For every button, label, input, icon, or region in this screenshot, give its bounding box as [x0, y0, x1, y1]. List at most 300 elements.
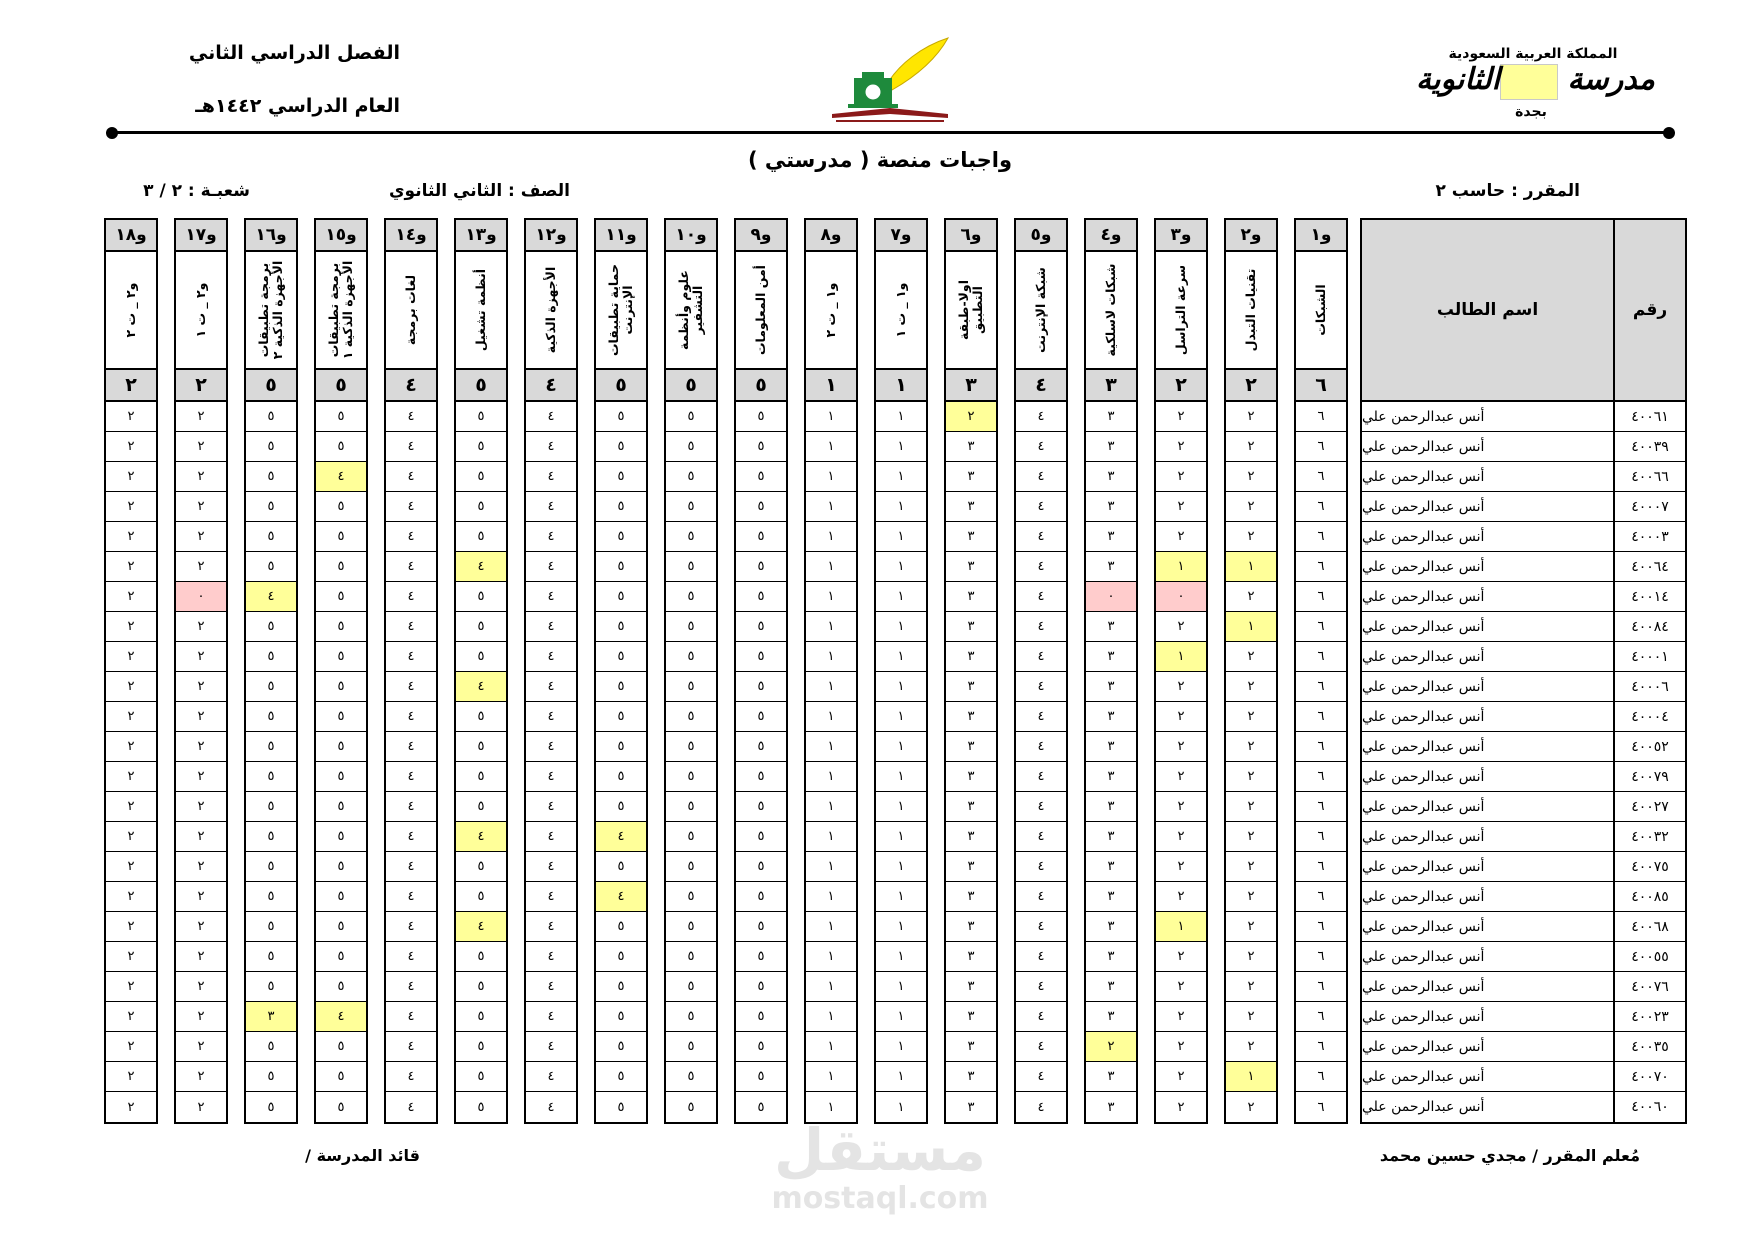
score-cell: ٦ — [1296, 762, 1346, 792]
table-row — [1362, 882, 1685, 912]
score-cell: ١ — [806, 762, 856, 792]
score-cell: ٥ — [666, 1062, 716, 1092]
score-cell: ٦ — [1296, 912, 1346, 942]
score-cell: ٦ — [1296, 882, 1346, 912]
score-cell: ٥ — [477, 1099, 485, 1115]
score-cell: ٦ — [1296, 462, 1346, 492]
score-cell: ٤ — [1016, 402, 1066, 432]
score-cell: ٣ — [1107, 1099, 1115, 1115]
student-name: أنس عبدالرحمن علي — [1362, 912, 1615, 941]
score-cell: ٥ — [736, 1062, 786, 1092]
score-cell: ٦ — [1296, 492, 1346, 522]
score-cell: ٤ — [1016, 942, 1066, 972]
score-cell: ٥ — [316, 972, 366, 1002]
student-id: ٤٠٠٠٤ — [1631, 708, 1669, 725]
score-cell: ٥ — [596, 1062, 646, 1092]
score-cell: ٢ — [106, 492, 156, 522]
assignment-column — [734, 218, 788, 1124]
score-cell: ٣ — [1086, 792, 1136, 822]
score-cell: ٥ — [736, 552, 786, 582]
score-cell: ١ — [876, 552, 926, 582]
score-cell: ٣ — [946, 432, 996, 462]
assignment-code: و١٢ — [526, 220, 576, 252]
score-cell: ٥ — [736, 1032, 786, 1062]
score-cell: ٢ — [176, 732, 226, 762]
city-label: بجدة — [1515, 104, 1547, 120]
score-cell: ١ — [806, 1032, 856, 1062]
score-cell: ٢ — [106, 762, 156, 792]
score-cell: ٥ — [687, 1099, 695, 1115]
score-cell: ٢ — [1156, 792, 1206, 822]
student-id: ٤٠٠٧٥ — [1631, 858, 1669, 875]
score-cell: ٤ — [386, 1002, 436, 1032]
score-cell: ٥ — [666, 1032, 716, 1062]
score-cell: ٤ — [386, 912, 436, 942]
student-name: أنس عبدالرحمن علي — [1362, 642, 1615, 671]
table-row — [1362, 492, 1685, 522]
score-cell: ٥ — [316, 882, 366, 912]
score-cell: ١ — [876, 402, 926, 432]
score-cell: ١ — [806, 972, 856, 1002]
score-cell: ٤ — [596, 822, 646, 852]
score-cell: ١ — [876, 762, 926, 792]
score-cell: ٢ — [106, 612, 156, 642]
score-cell: ٢ — [176, 432, 226, 462]
score-cell: ٥ — [596, 612, 646, 642]
score-cell: ٤ — [526, 672, 576, 702]
score-cell: ٢ — [106, 462, 156, 492]
score-cell: ٣ — [1086, 882, 1136, 912]
assignment-title-cell — [1296, 252, 1346, 370]
score-cell: ٣ — [946, 522, 996, 552]
score-cell: ١ — [806, 852, 856, 882]
score-cell: ٤ — [526, 402, 576, 432]
assignment-title: لغات برمجة — [403, 274, 418, 346]
assignment-column — [104, 218, 158, 1124]
score-cell: ٥ — [617, 1099, 625, 1115]
score-cell: ٥ — [666, 1002, 716, 1032]
score-cell: ٥ — [596, 462, 646, 492]
score-cell: ٢ — [176, 852, 226, 882]
score-cell: ٢ — [127, 1099, 135, 1115]
score-cell: ٢ — [176, 702, 226, 732]
score-cell: ٤ — [547, 1099, 555, 1115]
score-cell: ٣ — [1086, 912, 1136, 942]
score-cell: ٢ — [176, 672, 226, 702]
score-cell: ٣ — [946, 492, 996, 522]
score-cell: ٤ — [1016, 522, 1066, 552]
score-cell: ٤ — [246, 582, 296, 612]
score-cell: ٦ — [1296, 792, 1346, 822]
assignment-title-cell — [386, 252, 436, 370]
score-cell: ٣ — [946, 972, 996, 1002]
assignment-max-score: ٤ — [1016, 370, 1066, 402]
score-cell: ٢ — [1156, 612, 1206, 642]
score-cell: ٥ — [316, 702, 366, 732]
assignment-max-score: ٢ — [176, 370, 226, 402]
score-cell: ٥ — [596, 432, 646, 462]
score-cell: ٥ — [456, 1062, 506, 1092]
score-cell: ٤ — [1016, 642, 1066, 672]
table-row — [1362, 852, 1685, 882]
table-row — [1362, 1092, 1685, 1122]
score-cell: ٥ — [666, 642, 716, 672]
score-cell: ٢ — [106, 702, 156, 732]
score-cell: ٢ — [106, 822, 156, 852]
table-row — [1362, 552, 1685, 582]
score-cell: ٥ — [596, 852, 646, 882]
score-cell: ٤ — [1016, 1062, 1066, 1092]
score-cell: ٥ — [456, 942, 506, 972]
assignment-title: اولا-طبقة التطبيق — [956, 280, 985, 341]
score-cell: ٢ — [1226, 942, 1276, 972]
score-cell: ٣ — [1086, 822, 1136, 852]
table-row — [1362, 612, 1685, 642]
student-id: ٤٠٠٧٩ — [1631, 768, 1669, 785]
score-cell: ٢ — [1226, 672, 1276, 702]
assignment-code: و٢ — [1226, 220, 1276, 252]
score-cell: ٣ — [946, 912, 996, 942]
score-cell: ٥ — [736, 822, 786, 852]
student-name: أنس عبدالرحمن علي — [1362, 822, 1615, 851]
assignment-code: و١٥ — [316, 220, 366, 252]
student-id: ٤٠٠٦٦ — [1631, 468, 1669, 485]
score-cell: ٥ — [736, 852, 786, 882]
assignment-column — [384, 218, 438, 1124]
student-id: ٤٠٠٨٤ — [1631, 618, 1669, 635]
assignment-title: سرعة التراسل — [1173, 264, 1188, 356]
score-cell: ٤ — [1016, 702, 1066, 732]
score-cell: ٥ — [666, 732, 716, 762]
table-row — [1362, 702, 1685, 732]
score-cell: ٥ — [666, 462, 716, 492]
score-cell: ٣ — [967, 1099, 975, 1115]
score-cell: ٣ — [946, 582, 996, 612]
score-cell: ١ — [876, 942, 926, 972]
score-cell: ٤ — [1016, 462, 1066, 492]
student-table-header — [1362, 220, 1685, 402]
assignment-max-score: ٤ — [526, 370, 576, 402]
assignment-title-cell — [1156, 252, 1206, 370]
score-cell: ٣ — [946, 852, 996, 882]
teacher-label: مُعلم المقرر / مجدي حسين محمد — [1379, 1146, 1640, 1165]
score-cell: ٢ — [1177, 1099, 1185, 1115]
assignment-title-cell — [666, 252, 716, 370]
score-cell: ٣ — [1086, 492, 1136, 522]
score-cell: ٤ — [386, 492, 436, 522]
score-cell: ٢ — [1226, 792, 1276, 822]
score-cell: ٥ — [246, 462, 296, 492]
assignment-max-score: ٥ — [666, 370, 716, 402]
assignment-code: و١٤ — [386, 220, 436, 252]
score-cell: ١ — [806, 912, 856, 942]
assignment-max-score: ٣ — [1086, 370, 1136, 402]
score-cell: ٤ — [1037, 1099, 1045, 1115]
score-cell: ١ — [806, 822, 856, 852]
score-cell: ١ — [876, 792, 926, 822]
score-cell: ٤ — [456, 552, 506, 582]
score-cell: ٢ — [106, 522, 156, 552]
score-cell: ٢ — [106, 582, 156, 612]
score-cell: ٣ — [1086, 1002, 1136, 1032]
score-cell: ٤ — [1016, 1032, 1066, 1062]
student-id: ٤٠٠٦٨ — [1631, 918, 1669, 935]
score-cell: ٣ — [1086, 702, 1136, 732]
score-cell: ٥ — [596, 792, 646, 822]
school-suffix-label: الثانوية — [1416, 62, 1500, 97]
score-cell: ٦ — [1296, 522, 1346, 552]
score-cell: ١ — [806, 492, 856, 522]
score-cell: ٤ — [386, 432, 436, 462]
score-cell: ٥ — [316, 582, 366, 612]
score-cell: ١ — [876, 912, 926, 942]
assignment-max-score: ٢ — [1156, 370, 1206, 402]
assignment-max-score: ٥ — [596, 370, 646, 402]
score-cell: ٣ — [1086, 552, 1136, 582]
score-cell: ٢ — [1156, 462, 1206, 492]
score-cell: ٥ — [456, 522, 506, 552]
score-cell: ٤ — [386, 552, 436, 582]
score-cell: ٥ — [316, 762, 366, 792]
score-cell: ٥ — [246, 1062, 296, 1092]
quill-book-logo-icon — [828, 34, 952, 124]
score-cell: ٣ — [946, 942, 996, 972]
score-cell: ٥ — [316, 942, 366, 972]
score-cell: ٢ — [1156, 1062, 1206, 1092]
score-cell: ٢ — [1226, 852, 1276, 882]
student-id: ٤٠٠٢٧ — [1631, 798, 1669, 815]
score-cell: ٥ — [666, 492, 716, 522]
table-row — [1362, 972, 1685, 1002]
assignment-title: تقنيات التبدل — [1243, 268, 1258, 352]
score-cell: ٣ — [246, 1002, 296, 1032]
score-cell: ٥ — [666, 762, 716, 792]
score-cell: ٢ — [106, 642, 156, 672]
score-cell: ٢ — [1156, 672, 1206, 702]
assignment-column — [874, 218, 928, 1124]
score-cell: ٢ — [176, 642, 226, 672]
score-cell: ٥ — [666, 522, 716, 552]
score-cell: ٥ — [736, 432, 786, 462]
score-cell: ٥ — [456, 642, 506, 672]
table-row — [1362, 582, 1685, 612]
student-rows — [1362, 402, 1685, 1122]
score-cell: ٤ — [526, 432, 576, 462]
assignment-column — [1224, 218, 1278, 1124]
assignment-title-cell — [526, 252, 576, 370]
score-cell: ٢ — [1156, 1032, 1206, 1062]
assignment-title-cell — [876, 252, 926, 370]
score-cell: ٥ — [736, 402, 786, 432]
score-cell: ٤ — [456, 672, 506, 702]
score-cell: ٥ — [316, 432, 366, 462]
score-cell: ١ — [806, 432, 856, 462]
score-cell: ٢ — [1156, 822, 1206, 852]
score-cell: ٤ — [526, 912, 576, 942]
score-cell: ٢ — [106, 552, 156, 582]
assignment-title: شبكات لاسلكية — [1103, 263, 1118, 357]
score-cell: ٤ — [1016, 762, 1066, 792]
score-cell: ٥ — [456, 462, 506, 492]
semester-label: الفصل الدراسي الثاني — [188, 42, 400, 64]
assignment-code: و١٦ — [246, 220, 296, 252]
score-cell: ٦ — [1296, 402, 1346, 432]
score-cell: ٥ — [666, 792, 716, 822]
score-cell: ١ — [806, 792, 856, 822]
table-row — [1362, 462, 1685, 492]
score-cell: ٢ — [1156, 492, 1206, 522]
score-cell: ٢ — [1226, 732, 1276, 762]
score-cell: ٤ — [386, 852, 436, 882]
student-name-header: اسم الطالب — [1362, 220, 1615, 400]
score-cell: ٥ — [596, 1002, 646, 1032]
assignment-column — [594, 218, 648, 1124]
school-name-blank — [1500, 64, 1558, 100]
assignment-max-score: ٣ — [946, 370, 996, 402]
principal-label: قائد المدرسة / — [305, 1146, 420, 1165]
score-cell: ١ — [806, 672, 856, 702]
score-cell: ٥ — [246, 852, 296, 882]
score-cell: ٤ — [386, 942, 436, 972]
score-cell: ٢ — [197, 1099, 205, 1115]
student-id: ٤٠٠٧٦ — [1631, 978, 1669, 995]
score-cell: ٣ — [946, 792, 996, 822]
score-cell: ٦ — [1296, 1032, 1346, 1062]
assignment-title: و١ _ ت ٢ — [823, 282, 838, 338]
assignment-max-score: ٥ — [246, 370, 296, 402]
score-cell: ٤ — [1016, 882, 1066, 912]
score-cell: ٥ — [246, 702, 296, 732]
assignment-column — [1084, 218, 1138, 1124]
score-cell: ٤ — [1016, 1002, 1066, 1032]
score-cell: ٢ — [106, 1062, 156, 1092]
score-cell: ١ — [1156, 912, 1206, 942]
student-id: ٤٠٠٣٢ — [1631, 828, 1669, 845]
score-cell: ٤ — [526, 972, 576, 1002]
score-cell: ٤ — [526, 1002, 576, 1032]
assignment-code: و١ — [1296, 220, 1346, 252]
score-cell: ٥ — [316, 552, 366, 582]
assignment-title-cell — [596, 252, 646, 370]
student-name: أنس عبدالرحمن علي — [1362, 582, 1615, 611]
score-cell: ٥ — [316, 1032, 366, 1062]
watermark-latin: mostaql.com — [771, 1181, 989, 1216]
score-cell: ٥ — [596, 642, 646, 672]
score-cell: ٤ — [1016, 432, 1066, 462]
score-cell: ٥ — [246, 732, 296, 762]
score-cell: ٢ — [106, 732, 156, 762]
student-id: ٤٠٠١٤ — [1631, 588, 1669, 605]
score-cell: ٥ — [246, 522, 296, 552]
assignment-title: برمجة تطبيقات الأجهزة الذكية ٢ — [256, 260, 285, 360]
score-cell: ٢ — [1156, 882, 1206, 912]
score-cell: ٢ — [176, 942, 226, 972]
score-cell: ٢ — [1226, 882, 1276, 912]
assignment-max-score: ٤ — [386, 370, 436, 402]
score-cell: ٥ — [246, 612, 296, 642]
score-cell: ٥ — [246, 402, 296, 432]
assignment-column — [314, 218, 368, 1124]
assignment-title: شبكة الإنترنت — [1033, 267, 1048, 353]
score-cell: ٢ — [1156, 732, 1206, 762]
score-cell: ٦ — [1296, 432, 1346, 462]
score-cell: ١ — [897, 1099, 905, 1115]
score-cell: ٢ — [1226, 822, 1276, 852]
score-cell: ٥ — [456, 972, 506, 1002]
score-cell: ٣ — [1086, 522, 1136, 552]
score-cell: ٥ — [736, 522, 786, 552]
score-cell: ٤ — [456, 822, 506, 852]
score-cell: ٦ — [1296, 822, 1346, 852]
score-cell: ٣ — [1086, 852, 1136, 882]
student-name: أنس عبدالرحمن علي — [1362, 762, 1615, 791]
score-cell: ٣ — [946, 732, 996, 762]
score-cell: ١ — [806, 582, 856, 612]
assignment-max-score: ١ — [806, 370, 856, 402]
score-cell: ٥ — [666, 942, 716, 972]
score-cell: ٤ — [386, 1062, 436, 1092]
table-row — [1362, 762, 1685, 792]
score-cell: ٤ — [526, 732, 576, 762]
student-id: ٤٠٠٦٠ — [1631, 1099, 1669, 1115]
score-cell: ٥ — [596, 552, 646, 582]
score-cell: ١ — [876, 822, 926, 852]
score-cell: ٥ — [666, 582, 716, 612]
score-cell: ٥ — [316, 852, 366, 882]
score-cell: ٣ — [1086, 972, 1136, 1002]
assignment-title: برمجة تطبيقات الأجهزة الذكية ١ — [326, 260, 355, 360]
assignment-max-score: ١ — [876, 370, 926, 402]
score-cell: ٢ — [946, 402, 996, 432]
score-cell: ٢ — [1156, 762, 1206, 792]
student-name: أنس عبدالرحمن علي — [1362, 1002, 1615, 1031]
score-cell: ٢ — [176, 972, 226, 1002]
table-row — [1362, 402, 1685, 432]
score-cell: ١ — [827, 1099, 835, 1115]
score-cell: ٤ — [386, 882, 436, 912]
score-cell: ٥ — [736, 972, 786, 1002]
score-cell: ١ — [1226, 612, 1276, 642]
score-cell: ٤ — [526, 462, 576, 492]
student-id: ٤٠٠٣٥ — [1631, 1038, 1669, 1055]
assignment-title: حماية تطبيقات الإنترنت — [606, 263, 635, 357]
score-cell: ٢ — [1156, 972, 1206, 1002]
score-cell: ٤ — [386, 792, 436, 822]
score-cell: ٢ — [106, 1002, 156, 1032]
score-cell: ٣ — [946, 672, 996, 702]
assignment-column — [664, 218, 718, 1124]
assignment-title: علوم وأنظمة التشفير — [676, 270, 705, 350]
score-cell: ٢ — [106, 672, 156, 702]
assignment-code: و١٧ — [176, 220, 226, 252]
score-cell: ٤ — [316, 1002, 366, 1032]
score-cell: ٣ — [946, 882, 996, 912]
score-cell: ١ — [806, 942, 856, 972]
assignment-title: الأجهزة الذكية — [543, 266, 558, 354]
table-row — [1362, 912, 1685, 942]
score-cell: ٢ — [106, 882, 156, 912]
score-cell: ٦ — [1296, 732, 1346, 762]
watermark-arabic: مستقل — [773, 1116, 987, 1184]
score-cell: ٥ — [246, 672, 296, 702]
table-row — [1362, 1032, 1685, 1062]
student-name: أنس عبدالرحمن علي — [1362, 882, 1615, 911]
score-cell: ٥ — [316, 402, 366, 432]
score-cell: ٠ — [1156, 582, 1206, 612]
assignment-column — [454, 218, 508, 1124]
score-cell: ٣ — [946, 702, 996, 732]
score-cell: ٥ — [246, 1032, 296, 1062]
